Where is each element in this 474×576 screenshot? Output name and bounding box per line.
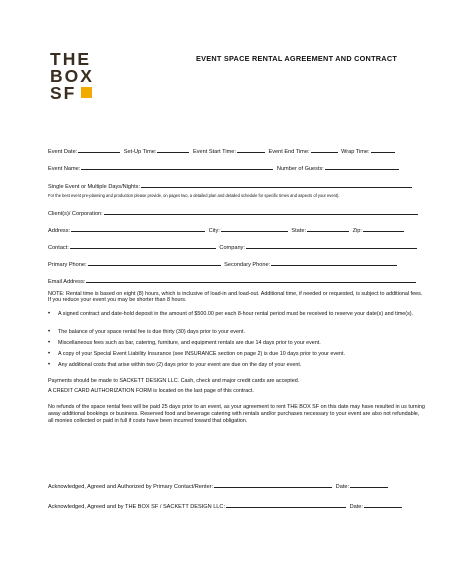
single-multiple-label: Single Event or Multiple Days/Nights:: [48, 184, 141, 190]
address-label: Address:: [48, 228, 71, 234]
client-row: [48, 209, 420, 218]
clients-corporation-label: Client(s)/ Corporation:: [48, 211, 103, 217]
box-signature-field[interactable]: [226, 502, 346, 508]
page-title: EVENT SPACE RENTAL AGREEMENT AND CONTRACT: [196, 54, 398, 63]
number-of-guests-field[interactable]: [325, 164, 399, 170]
contact-row: [48, 243, 419, 252]
secondary-phone-field[interactable]: [271, 260, 397, 266]
contact-label: Contact:: [48, 245, 69, 251]
bullet-dot: •: [48, 329, 51, 335]
wrap-time-label: Wrap Time:: [341, 149, 370, 155]
bullet-item-balance: The balance of your space rental fee is due thirty (30) days prior to your event.: [58, 329, 245, 335]
bullet-item-additional-costs: Any additional costs that arise within two (2) days prior to your event are due on the day of your event.: [58, 362, 302, 368]
phone-row: [48, 260, 399, 269]
contact-field[interactable]: [70, 243, 216, 249]
event-name-field[interactable]: [81, 164, 273, 170]
primary-phone-label: Primary Phone:: [48, 262, 87, 268]
event-end-time-field[interactable]: [311, 147, 338, 153]
state-field[interactable]: [307, 226, 349, 232]
refund-paragraph: No refunds of the space rental fees will be paid 25 days prior to an event, as your agreement to rent THE BOX SF on this date may have resulted in us turning away additional bookings or business. Reserved food and beverage catering with rentals and/or purchases necessary to your event are also not refundable, all monies collected or paid in full if costs have been incurred toward that obligation.: [48, 404, 425, 424]
event-date-label: Event Date:: [48, 149, 78, 155]
logo-sf-text: SF: [50, 83, 77, 103]
ack-box-label: Acknowledged, Agreed and by THE BOX SF / SACKETT DESIGN LLC:: [48, 504, 226, 510]
email-address-field[interactable]: [86, 277, 416, 283]
event-times-row: [48, 147, 397, 156]
state-label: State:: [291, 228, 307, 234]
single-multiple-field[interactable]: [141, 182, 412, 188]
zip-field[interactable]: [363, 226, 404, 232]
bullet-dot: •: [48, 362, 51, 368]
event-start-time-label: Event Start Time:: [193, 149, 236, 155]
rental-time-note: NOTE: Rental time is based on eight (8) hours, which is inclusive of load-in and load-out. Additional time, if needed or requested, is subject to additional fees. If you reduce your event you may be shorter than 8 hours.: [48, 291, 423, 303]
event-start-time-field[interactable]: [237, 147, 265, 153]
setup-time-field[interactable]: [157, 147, 189, 153]
renter-signature-field[interactable]: [214, 482, 332, 488]
bullet-dot: •: [48, 340, 51, 346]
bullet-item-insurance: A copy of your Special Event Liability Insurance (see INSURANCE section on page 2) is due 10 days prior to your event.: [58, 351, 346, 357]
city-field[interactable]: [221, 226, 288, 232]
address-row: [48, 226, 406, 235]
event-end-time-label: Event End Time:: [268, 149, 310, 155]
credit-card-paragraph: A CREDIT CARD AUTHORIZATION FORM is located on the last page of this contract.: [48, 388, 254, 394]
the-box-sf-logo: [50, 51, 110, 102]
ack-renter-row: [48, 482, 390, 491]
payments-paragraph: Payments should be made to SACKETT DESIGN LLC. Cash, check and major credit cards are accepted.: [48, 378, 300, 384]
logo-line-box: BOX: [50, 66, 94, 86]
number-of-guests-label: Number of Guests:: [276, 166, 324, 172]
zip-label: Zip:: [352, 228, 362, 234]
setup-time-label: Set-Up Time:: [123, 149, 157, 155]
renter-date-field[interactable]: [350, 482, 388, 488]
ack-box-date-label: Date:: [349, 504, 363, 510]
clients-corporation-field[interactable]: [104, 209, 418, 215]
logo-square-icon: [81, 87, 92, 98]
event-date-field[interactable]: [78, 147, 120, 153]
wrap-time-field[interactable]: [371, 147, 395, 153]
company-field[interactable]: [246, 243, 417, 249]
secondary-phone-label: Secondary Phone:: [224, 262, 271, 268]
email-row: [48, 277, 418, 286]
email-address-label: Email Address:: [48, 279, 86, 285]
ack-renter-label: Acknowledged, Agreed and Authorized by Primary Contact/Renter:: [48, 484, 214, 490]
address-field[interactable]: [71, 226, 205, 232]
company-label: Company:: [219, 245, 245, 251]
city-label: City:: [208, 228, 220, 234]
bullet-item-deposit: A signed contract and date-hold deposit in the amount of $500.00 per each 8-hour rental period must be received to reserve your date(s) and time(s).: [58, 311, 414, 317]
box-date-field[interactable]: [364, 502, 402, 508]
ack-box-row: [48, 502, 404, 511]
event-name-label: Event Name:: [48, 166, 81, 172]
best-event-note: For the best event pre-planning and production please provide, on pages two, a detailed plan and detailed schedule for specific times and aspects of your event).: [48, 193, 340, 198]
primary-phone-field[interactable]: [88, 260, 221, 266]
bullet-dot: •: [48, 311, 51, 317]
event-name-row: [48, 164, 401, 173]
single-multiple-row: [48, 182, 414, 191]
logo-line-sf: [50, 85, 110, 102]
bullet-dot: •: [48, 351, 51, 357]
logo-line-the: THE: [50, 49, 91, 69]
bullet-item-misc-fees: Miscellaneous fees such as bar, catering, furniture, and equipment rentals are due 14 days prior to your event.: [58, 340, 321, 346]
ack-renter-date-label: Date:: [335, 484, 350, 490]
